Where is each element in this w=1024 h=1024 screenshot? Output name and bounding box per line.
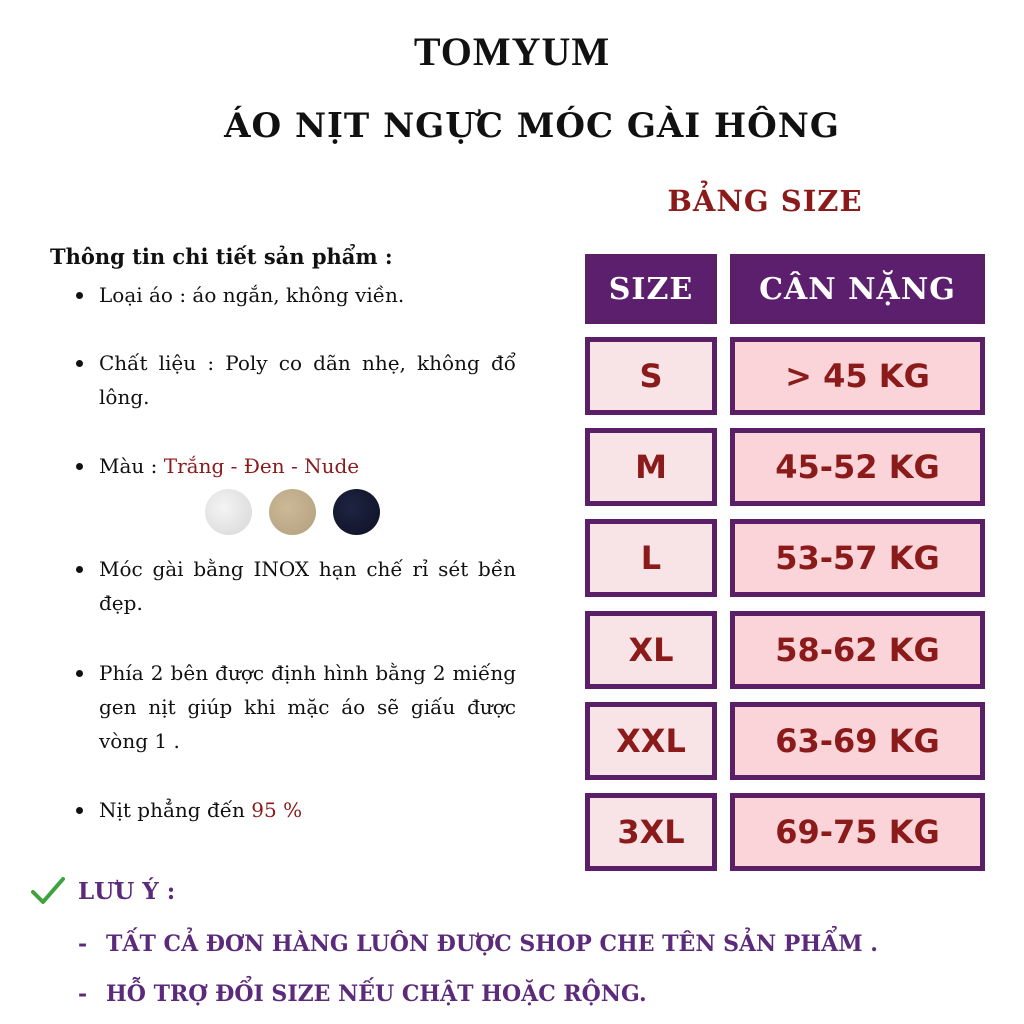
size-column-header: SIZE: [585, 254, 717, 324]
note-text: TẤT CẢ ĐƠN HÀNG LUÔN ĐƯỢC SHOP CHE TÊN SẢN PHẨM .: [106, 931, 878, 957]
weight-cell: 45-52 KG: [730, 428, 985, 506]
flat-value: 95 %: [251, 798, 303, 822]
swatch-white: [205, 489, 252, 535]
product-title: ÁO NỊT NGỰC MÓC GÀI HÔNG: [224, 106, 840, 146]
size-cell: S: [585, 337, 717, 415]
detail-type: Loại áo : áo ngắn, không viền.: [76, 278, 516, 312]
detail-sides: Phía 2 bên được định hình bằng 2 miếng gen nịt giúp khi mặc áo sẽ giấu được vòng 1 .: [76, 656, 516, 758]
swatch-nude: [269, 489, 316, 535]
brand-name: TOMYUM: [413, 29, 611, 74]
weight-cell: 69-75 KG: [730, 793, 985, 871]
size-cell: 3XL: [585, 793, 717, 871]
size-table-heading: BẢNG SIZE: [667, 184, 863, 218]
note-item: [78, 931, 878, 957]
weight-cell: > 45 KG: [730, 337, 985, 415]
color-label: Màu :: [99, 454, 164, 478]
weight-cell: 58-62 KG: [730, 611, 985, 689]
note-item: [78, 981, 647, 1007]
detail-hook: Móc gài bằng INOX hạn chế rỉ sét bền đẹp.: [76, 552, 516, 620]
color-values: Trắng - Đen - Nude: [163, 454, 360, 478]
detail-flatness: [76, 793, 516, 827]
size-cell: XL: [585, 611, 717, 689]
detail-material: Chất liệu : Poly co dãn nhẹ, không đổ lông.: [76, 346, 516, 414]
size-cell: L: [585, 519, 717, 597]
size-cell: XXL: [585, 702, 717, 780]
flat-label: Nịt phẳng đến: [99, 798, 252, 822]
note-dash: -: [78, 931, 88, 957]
weight-cell: 53-57 KG: [730, 519, 985, 597]
detail-colors: [76, 449, 516, 483]
note-title: LƯU Ý :: [78, 878, 176, 905]
size-cell: M: [585, 428, 717, 506]
note-dash: -: [78, 981, 88, 1007]
weight-column-header: CÂN NẶNG: [730, 254, 985, 324]
weight-cell: 63-69 KG: [730, 702, 985, 780]
swatch-black: [333, 489, 380, 535]
check-icon: [31, 876, 65, 906]
details-title: Thông tin chi tiết sản phẩm :: [50, 244, 393, 269]
note-text: HỖ TRỢ ĐỔI SIZE NẾU CHẬT HOẶC RỘNG.: [106, 981, 647, 1007]
